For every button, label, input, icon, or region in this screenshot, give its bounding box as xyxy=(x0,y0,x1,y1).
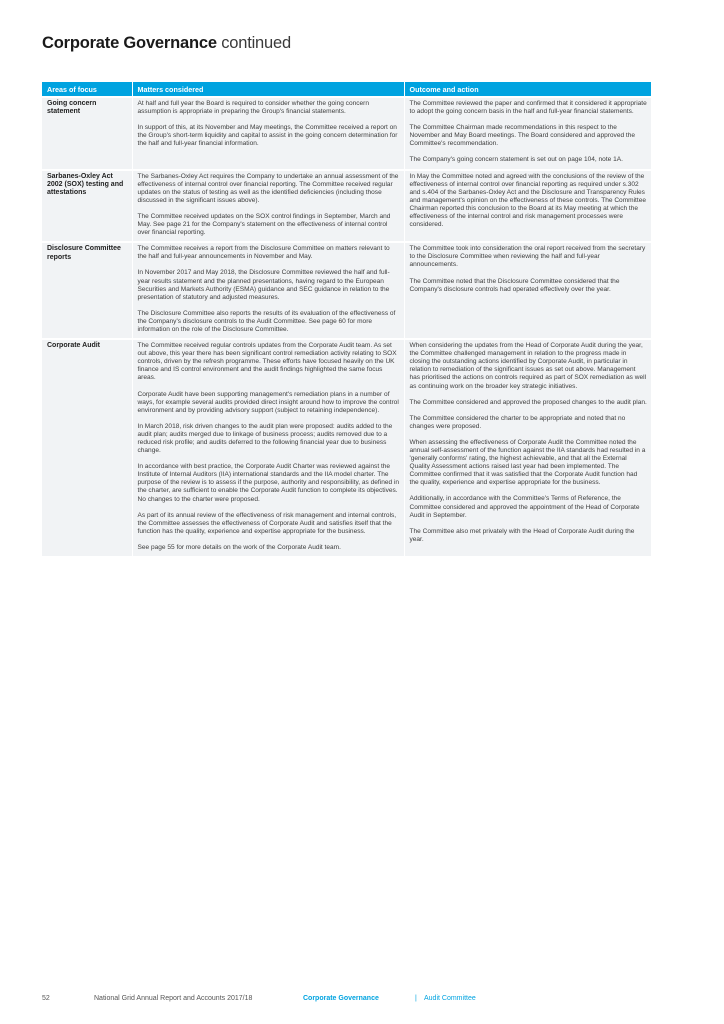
matters-considered-cell xyxy=(132,170,404,243)
paragraph: The Committee received updates on the SOX control findings in September, March and May. See page 21 for the Company's statement on the effectiveness of internal control over financial reporting. xyxy=(137,212,391,237)
footer-section-link[interactable]: Corporate Governance xyxy=(303,995,379,1002)
table-body xyxy=(42,97,651,556)
paragraph: Additionally, in accordance with the Committee's Terms of Reference, the Committee considered and approved the appointment of the Head of Corporate Audit in September. xyxy=(409,495,640,519)
footer-subsection-link[interactable]: Audit Committee xyxy=(424,995,476,1002)
area-of-focus-cell: Disclosure Committee reports xyxy=(42,242,132,339)
column-header-areas: Areas of focus xyxy=(42,82,132,97)
column-header-matters: Matters considered xyxy=(132,82,404,97)
matters-considered-cell xyxy=(132,242,404,339)
paragraph: In accordance with best practice, the Corporate Audit Charter was reviewed against the Institute of Internal Auditors (IIA) international standards and the IIA model charter. The purpose of the review is to assess if the purpose, authority and responsibility, as defined in the charter, are sufficient to enable the Corporate Audit function to complete its objectives. No changes to the charter were proposed. xyxy=(137,463,400,503)
paragraph: When assessing the effectiveness of Corporate Audit the Committee noted the annual self-assessment of the function against the IIA standards had resulted in a 'generally conforms' rating, the highest achievable, and that all the External Quality Assessment actions raised last year had been implemented. The Committee confirmed that it was satisfied that the Corporate Audit function had the quality, experience and expertise appropriate for the business. xyxy=(409,438,646,487)
page-number: 52 xyxy=(42,995,50,1002)
area-of-focus-cell: Sarbanes-Oxley Act 2002 (SOX) testing and attestations xyxy=(42,170,132,243)
table-header-row xyxy=(42,82,651,97)
table-row xyxy=(42,170,651,243)
paragraph: In November 2017 and May 2018, the Disclosure Committee reviewed the half and full-year results statement and the planned presentations, having regard to the European Securities and Markets Authority (ESMA) guidance and SEC guidance in relation to the presentation of statutory and adjusted measures. xyxy=(137,269,390,301)
paragraph: In May the Committee noted and agreed with the conclusions of the review of the effectiveness of internal control over financial reporting as required under s.302 and s.404 of the Sarbanes-Oxley Act and the Disclosure and Transparency Rules and management's opinion on the effectiveness of these controls. The Committee Chairman reported this conclusion to the Board at its May meeting at which the effectiveness of the internal control and risk management processes were considered. xyxy=(409,172,646,229)
column-header-outcome: Outcome and action xyxy=(404,82,651,97)
matters-considered-cell xyxy=(132,339,404,556)
outcome-action-cell xyxy=(404,339,651,556)
area-of-focus-cell: Going concern statement xyxy=(42,97,132,170)
paragraph: Corporate Audit have been supporting management's remediation plans in a number of ways, for example several audits provided direct insight around how to improve the control environment and by providing advisory support (subject to retaining independence). xyxy=(137,390,399,414)
paragraph: The Committee considered and approved the proposed changes to the audit plan. xyxy=(409,398,647,406)
area-of-focus-cell: Corporate Audit xyxy=(42,339,132,556)
paragraph: The Committee received regular controls updates from the Corporate Audit team. As set out above, this year there has been significant control remediation activity relating to SOX controls, driven by the refresh programme. These efforts have focused heavily on the UK finance and IS control environment and the audit findings highlighted the same focus areas. xyxy=(137,342,397,382)
page-title-main: Corporate Governance xyxy=(42,34,217,52)
paragraph: The Committee considered the charter to be appropriate and noted that no changes were proposed. xyxy=(409,414,626,430)
outcome-action-cell xyxy=(404,170,651,243)
paragraph: The Sarbanes-Oxley Act requires the Company to undertake an annual assessment of the effectiveness of internal control over financial reporting. The Committee received regular updates on the status of testing as well as the identified deficiencies (including those discussed in the significant issues above). xyxy=(137,172,399,204)
governance-table xyxy=(42,82,651,556)
page-title-suffix: continued xyxy=(221,34,291,52)
paragraph: The Committee noted that the Disclosure Committee considered that the Company's disclosure controls had operated effectively over the year. xyxy=(409,277,620,293)
page-title xyxy=(42,34,291,53)
report-title: National Grid Annual Report and Accounts 2017/18 xyxy=(94,995,253,1002)
paragraph: The Committee reviewed the paper and confirmed that it considered it appropriate to adopt the going concern basis in the half and full-year financial statements. xyxy=(409,100,647,116)
paragraph: At half and full year the Board is required to consider whether the going concern assumption is appropriate in preparing the Group's financial statements. xyxy=(137,100,369,116)
table-row xyxy=(42,97,651,170)
paragraph: The Committee receives a report from the Disclosure Committee on matters relevant to the half and full-year announcements in November and May. xyxy=(137,245,390,261)
table-row xyxy=(42,242,651,339)
paragraph: In March 2018, risk driven changes to the audit plan were proposed: audits added to the audit plan; audits merged due to linkage of business process; audits removed due to a reduced risk profile; and audits deferred to the following financial year due to business change. xyxy=(137,422,393,455)
paragraph: See page 55 for more details on the work of the Corporate Audit team. xyxy=(137,543,341,551)
paragraph: The Company's going concern statement is set out on page 104, note 1A. xyxy=(409,156,623,164)
paragraph: The Disclosure Committee also reports the results of its evaluation of the effectiveness of the Company's disclosure controls to the Audit Committee. See page 60 for more information on the role of the Disclosure Committee. xyxy=(137,309,396,333)
paragraph: When considering the updates from the Head of Corporate Audit during the year, the Committee challenged management in relation to the progress made in closing the outstanding actions identified by Corporate Audit, in particular in relation to remediation of the significant issues as set out above. Management has prioritised the actions on controls required as part of SOX remediation as well as continuing work on the broader key strategic initiatives. xyxy=(409,342,647,390)
table-row xyxy=(42,339,651,556)
paragraph: As part of its annual review of the effectiveness of risk management and internal controls, the Committee assesses the effectiveness of Corporate Audit and satisfies itself that the function has the quality, experience and expertise appropriate for the business. xyxy=(137,511,397,535)
footer-separator: | xyxy=(415,995,417,1002)
paragraph: The Committee also met privately with the Head of Corporate Audit during the year. xyxy=(409,527,635,543)
outcome-action-cell xyxy=(404,242,651,339)
paragraph: The Committee took into consideration the oral report received from the secretary to the Disclosure Committee when reviewing the half and full-year announcements. xyxy=(409,245,646,269)
matters-considered-cell xyxy=(132,97,404,170)
paragraph: The Committee Chairman made recommendations in this respect to the November and May Board meetings. The Board considered and approved the Committee's recommendation. xyxy=(409,124,636,148)
paragraph: In support of this, at its November and May meetings, the Committee received a report on the Group's short-term liquidity and capital to assist in the going concern determination for the half and full-year financial information. xyxy=(137,124,398,148)
outcome-action-cell xyxy=(404,97,651,170)
